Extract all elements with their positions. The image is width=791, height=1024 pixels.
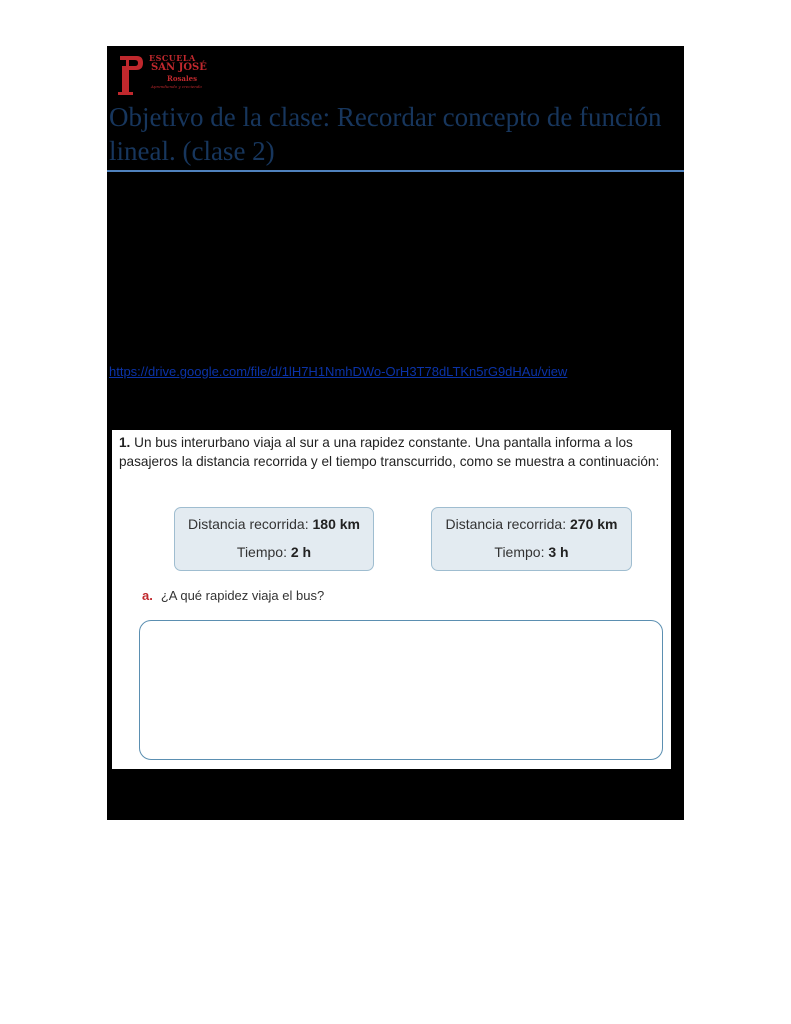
logo-line-place: Rosales (167, 74, 198, 83)
school-logo (117, 50, 217, 98)
title-divider (107, 170, 684, 172)
exercise-card (112, 430, 671, 769)
exercise-text: Un bus interurbano viaja al sur a una rapidez constante. Una pantalla informa a los pasajeros la distancia recorrida y el tiempo transcurrido, como se muestra a continuación: (119, 435, 660, 469)
sub-question-text: ¿A qué rapidez viaja el bus? (160, 588, 325, 603)
sub-question-letter: a. (142, 588, 153, 603)
exercise-question (119, 433, 669, 471)
distance-value: 270 km (570, 516, 618, 532)
distance-label: Distancia recorrida: (188, 516, 309, 532)
time-value: 3 h (548, 544, 569, 560)
time-label: Tiempo: (236, 544, 287, 560)
logo-line-escuela: ESCUELA (149, 53, 196, 63)
info-box-first (174, 507, 374, 571)
sub-question (142, 588, 324, 603)
distance-value: 180 km (312, 516, 360, 532)
time-value: 2 h (290, 544, 312, 560)
document-page-block (107, 46, 684, 820)
answer-box[interactable] (139, 620, 663, 760)
logo-line-name: SAN JOSÉ (151, 62, 207, 73)
school-emblem-icon (117, 52, 145, 96)
logo-tagline: Aprendiendo y creciendo (151, 84, 202, 89)
distance-label: Distancia recorrida: (445, 516, 567, 532)
page-title: Objetivo de la clase: Recordar concepto de función lineal. (clase 2) (109, 102, 662, 166)
time-label: Tiempo: (494, 544, 545, 560)
info-box-second (431, 507, 632, 571)
drive-link[interactable]: https://drive.google.com/file/d/1lH7H1NmhDWo-OrH3T78dLTKn5rG9dHAu/view (109, 364, 568, 379)
exercise-number: 1. (119, 435, 131, 450)
